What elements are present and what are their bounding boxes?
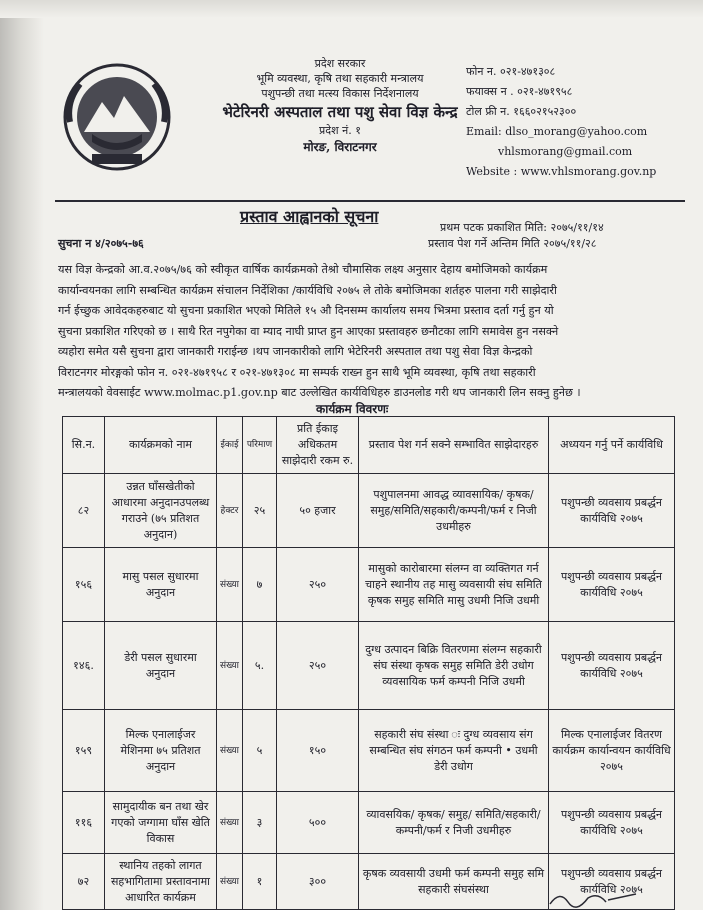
cell-name: डेरी पसल सुधारमा अनुदान	[105, 622, 217, 710]
cell-sn: १५६	[63, 548, 105, 622]
cell-partners: कृषक व्यवसायी उधमी फर्म कम्पनी समुह समि सहकारी संघसंस्था	[359, 854, 549, 910]
cell-unit: संख्या	[217, 854, 243, 910]
scan-shadow-top	[0, 0, 703, 18]
scan-shadow	[0, 0, 44, 910]
cell-unit: संख्या	[217, 710, 243, 792]
cell-procedure: मिल्क एनालाईजर वितरण कार्यक्रम कार्यान्वयन कार्यविधि २०७५	[549, 710, 675, 792]
cell-procedure: पशुपन्छी व्यवसाय प्रबर्द्धन कार्यविधि २०७५	[549, 622, 675, 710]
cell-partners: व्यावसयिक/ कृषक/ समुह/ समिति/सहकारी/कम्पनी/फर्म र निजी उधमीहरु	[359, 792, 549, 854]
cell-name: उन्नत घाँसखेतीको आधारमा अनुदानउपलब्ध गराउने (७५ प्रतिशत अनुदान)	[105, 474, 217, 548]
first-published-date: प्रथम पटक प्रकाशित मिति: २०७५/११/१४	[440, 221, 604, 234]
table-row	[63, 474, 675, 548]
col-header-partners: प्रस्ताव पेश गर्न सक्ने सम्भावित साझेदारहरु	[359, 417, 549, 474]
header-line-3: पशुपन्छी तथा मत्स्य विकास निर्देशनालय	[261, 87, 419, 100]
header-line-1: प्रदेश सरकार	[314, 57, 366, 70]
cell-amount: १५०	[277, 710, 359, 792]
cell-qty: १	[243, 854, 277, 910]
program-table	[62, 416, 675, 910]
email-2: vhlsmorang@gmail.com	[498, 145, 633, 158]
notice-title: प्रस्ताव आह्वानको सूचना	[240, 207, 379, 226]
col-header-name: कार्यक्रमको नाम	[105, 417, 217, 474]
fax: फयाक्स न . ०२१-४७१९५८	[466, 85, 573, 98]
cell-partners: पशुपालनमा आवद्ध व्यावसायिक/ कृषक/ समुह/समिति/सहकारी/कम्पनी/फर्म र निजी उधमीहरु	[359, 474, 549, 548]
cell-amount: २५०	[277, 622, 359, 710]
col-header-amount: प्रति ईकाइ अधिकतम साझेदारी रकम रु.	[277, 417, 359, 474]
cell-procedure: पशुपन्छी व्यवसाय प्रबर्द्धन कार्यविधि २०७५	[549, 854, 675, 910]
table-title: कार्यक्रम विवरणः	[316, 402, 389, 416]
cell-sn: ८२	[63, 474, 105, 548]
notice-body	[58, 260, 678, 404]
cell-procedure: पशुपन्छी व्यवसाय प्रबर्द्धन कार्यविधि २०७५	[549, 792, 675, 854]
location: मोरङ, विराटनगर	[303, 140, 377, 154]
cell-sn: १५९	[63, 710, 105, 792]
office-header	[190, 56, 490, 156]
cell-procedure: पशुपन्छी व्यवसाय प्रबर्द्धन कार्यविधि २०७५	[549, 474, 675, 548]
government-emblem	[62, 62, 172, 172]
contact-block	[466, 62, 696, 182]
cell-partners: सहकारी संघ संस्था ः दुग्ध व्यवसाय संग सम्बन्धित संघ संगठन फर्म कम्पनी • उधमी डेरी उधोग	[359, 710, 549, 792]
cell-sn: १४६.	[63, 622, 105, 710]
deadline-date: प्रस्ताव पेश गर्ने अन्तिम मिति २०७५/११/२८	[428, 237, 597, 250]
cell-sn: ११६	[63, 792, 105, 854]
cell-unit: संख्या	[217, 622, 243, 710]
signature-mark	[548, 888, 638, 908]
email-1: Email: dlso_morang@yahoo.com	[466, 125, 648, 138]
body-line: कार्यान्वयनका लागि सम्बन्धित कार्यक्रम संचालन निर्देशिका /कार्यविधि २०७५ ले तोके बमोजिमका शर्तहरु पालना गरी साझेदारी	[58, 283, 557, 297]
cell-unit: संख्या	[217, 548, 243, 622]
cell-amount: २५०	[277, 548, 359, 622]
cell-qty: ५.	[243, 622, 277, 710]
cell-name: मिल्क एनालाईजर मेशिनमा ७५ प्रतिशत अनुदान	[105, 710, 217, 792]
cell-partners: दुग्ध उत्पादन बिक्रि वितरणमा संलग्न सहकारी संघ संस्था कृषक समुह समिति डेरी उधोग व्यवसायिक फर्म कम्पनी निजि उधमी	[359, 622, 549, 710]
cell-sn: ७२	[63, 854, 105, 910]
cell-qty: ७	[243, 548, 277, 622]
cell-partners: मासुको कारोबारमा संलग्न वा व्यक्तिगत गर्न चाहने स्थानीय तह मासु व्यवसायी संघ समिति कृषक समुह समिति मासु उधमी निजि उधमी	[359, 548, 549, 622]
cell-unit: हेक्टर	[217, 474, 243, 548]
cell-amount: ५००	[277, 792, 359, 854]
col-header-unit: ईकाई	[217, 417, 243, 474]
table-row	[63, 792, 675, 854]
table-row	[63, 710, 675, 792]
cell-name: सामुदायीक बन तथा खेर गएको जग्गामा घाँस खेति विकास	[105, 792, 217, 854]
cell-name: मासु पसल सुधारमा अनुदान	[105, 548, 217, 622]
cell-qty: ३	[243, 792, 277, 854]
toll-free: टोल फ्री न. १६६०२१५२३००	[466, 105, 577, 118]
body-line: मन्त्रालयको वेवसाईट www.molmac.p1.gov.np बाट उल्लेखित कार्यविधिहरु डाउनलोड गरी थप जानकारी लिन सक्नु हुनेछ ।	[58, 386, 581, 399]
table-row	[63, 622, 675, 710]
cell-amount: ३००	[277, 854, 359, 910]
col-header-qty: परिमाण	[243, 417, 277, 474]
phone: फोन न. ०२१-४७१३०८	[466, 65, 556, 78]
body-line: विराटनगर मोरङ्गको फोन न. ०२१-४७१९५८ र ०२१-४७१३०८ मा सम्पर्क राख्न हुन साथै भूमि व्यवस्था, कृषि तथा सहकारी	[58, 365, 536, 379]
body-line: सुचना प्रकाशित गरिएको छ । साथै रित नपुगेका वा म्याद नाघी प्राप्त हुन आएका प्रस्तावहरु छनौटका लागि समावेस हुन नसक्ने	[58, 324, 559, 338]
table-header-row	[63, 417, 675, 474]
notice-number: सुचना न ४/२०७५-७६	[58, 237, 144, 250]
cell-amount: ५० हजार	[277, 474, 359, 548]
col-header-sn: सि.न.	[63, 417, 105, 474]
col-header-procedure: अध्ययन गर्नु पर्ने कार्यविधि	[549, 417, 675, 474]
body-line: यस विज्ञ केन्द्रको आ.व.२०७५/७६ को स्वीकृत वार्षिक कार्यक्रमको तेश्रो चौमासिक लक्ष्य अनुसार देहाय बमोजिमको कार्यक्रम	[58, 263, 548, 276]
website: Website : www.vhlsmorang.gov.np	[466, 165, 657, 178]
cell-qty: २५	[243, 474, 277, 548]
cell-procedure: पशुपन्छी व्यवसाय प्रबर्द्धन कार्यविधि २०७५	[549, 548, 675, 622]
header-divider	[55, 200, 685, 202]
cell-name: स्थानिय तहको लागत सहभागितामा प्रस्तावनामा आधारित कार्यक्रम	[105, 854, 217, 910]
body-line: व्यहोरा समेत यसै सुचना द्वारा जानकारी गराईन्छ ।थप जानकारीको लागि भेटेरिनरी अस्पताल तथा पशु सेवा विज्ञ केन्द्रको	[58, 345, 533, 358]
cell-unit: संख्या	[217, 792, 243, 854]
body-line: गर्न ईच्छुक आवेदकहरुबाट यो सुचना प्रकाशित भएको मितिले १५ औ दिनसम्म कार्यालय समय भित्रमा प्रस्ताव दर्ता गर्नु हुन यो	[58, 304, 554, 317]
header-line-2: भूमि व्यवस्था, कृषि तथा सहकारी मन्त्रालय	[256, 72, 424, 85]
cell-qty: ५	[243, 710, 277, 792]
org-name: भेटेरिनरी अस्पताल तथा पशु सेवा विज्ञ केन्द्र	[222, 103, 458, 121]
table-row	[63, 548, 675, 622]
province: प्रदेश नं. १	[319, 124, 361, 137]
